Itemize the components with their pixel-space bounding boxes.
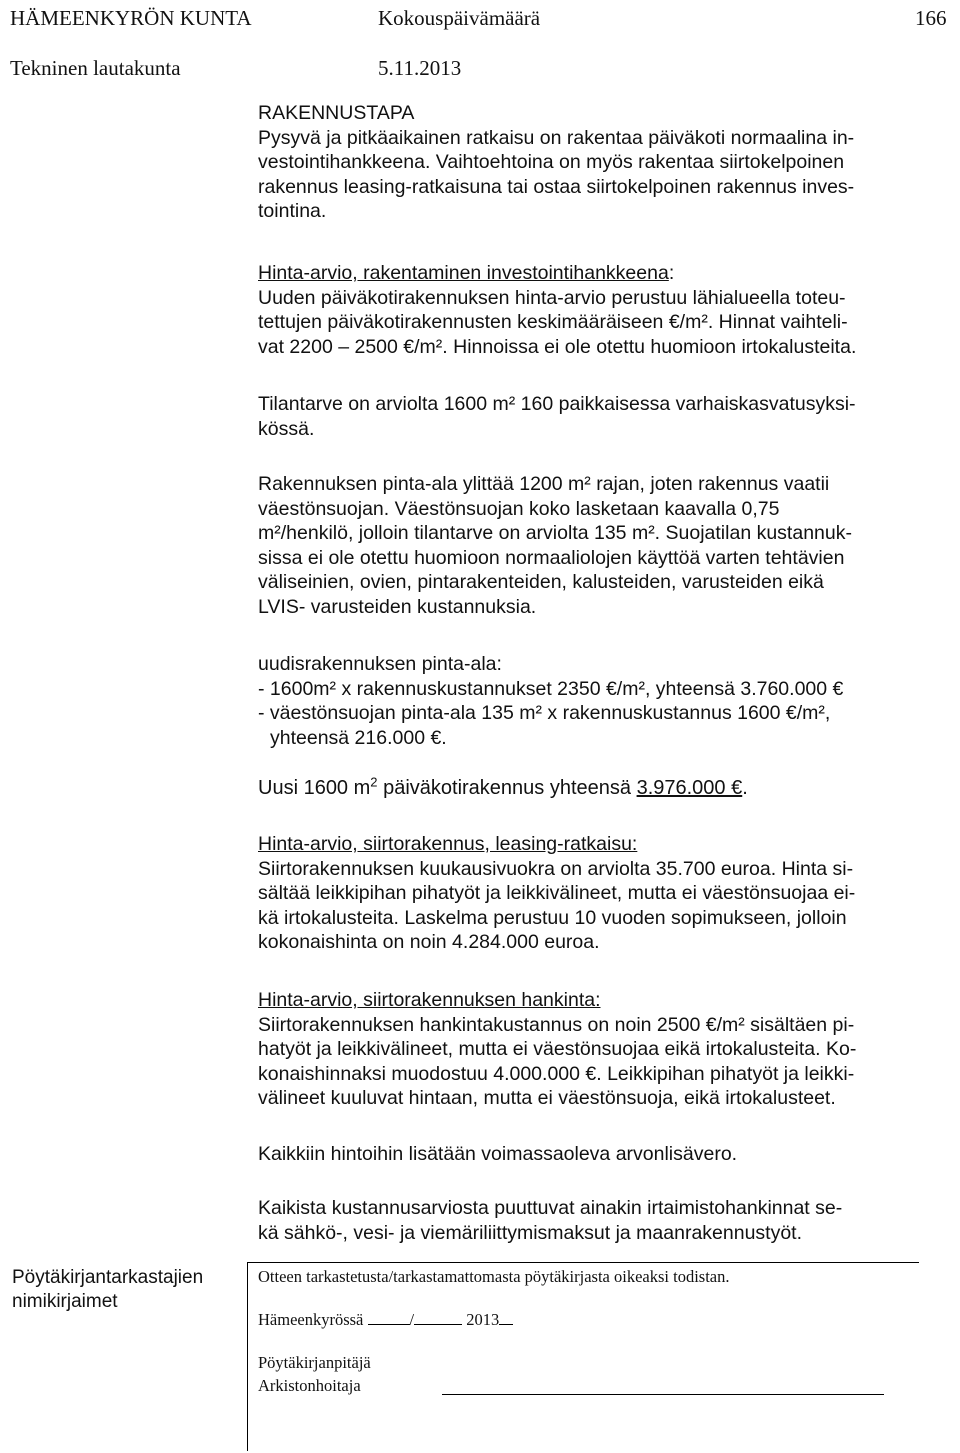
- year-blank: [499, 1323, 513, 1325]
- paragraph-line: välineet kuuluvat hintaan, mutta ei väestönsuoja, eikä irtokalusteet.: [258, 1087, 836, 1109]
- cost-line: - 1600m² x rakennuskustannukset 2350 €/m², yhteensä 3.760.000 €: [258, 677, 844, 700]
- section-new-building-area: [258, 652, 948, 750]
- month-blank: [414, 1323, 462, 1325]
- section-heading: Hinta-arvio, siirtorakennuksen hankinta:: [258, 989, 601, 1011]
- paragraph-line: kössä.: [258, 417, 315, 440]
- section-space-need: [258, 392, 948, 441]
- paragraph-line: kokonaishinta on noin 4.284.000 euroa.: [258, 931, 600, 953]
- paragraph-line: Tilantarve on arviolta 1600 m² 160 paikkaisessa varhaiskasvatusyksi-: [258, 393, 856, 415]
- paragraph-line: vestointihankkeena. Vaihtoehtoina on myös rakentaa siirtokelpoinen: [258, 151, 845, 173]
- cost-line: - väestönsuojan pinta-ala 135 m² x rakennuskustannus 1600 €/m²,: [258, 702, 831, 724]
- paragraph-line: vat 2200 – 2500 €/m². Hinnoissa ei ole otettu huomioon irtokalusteita.: [258, 335, 857, 358]
- section-heading: [258, 261, 948, 286]
- municipality-name: HÄMEENKYRÖN KUNTA: [10, 6, 252, 30]
- section-heading: RAKENNUSTAPA: [258, 102, 415, 124]
- section-leasing: [258, 832, 948, 955]
- board-name: Tekninen lautakunta: [10, 56, 181, 80]
- paragraph-line: väestönsuojan. Väestönsuojan koko lasketaan kaavalla 0,75: [258, 497, 780, 520]
- section-heading: uudisrakennuksen pinta-ala:: [258, 653, 502, 675]
- total-prefix: Uusi 1600 m: [258, 777, 371, 799]
- paragraph-line: Kaikkiin hintoihin lisätään voimassaoleva arvonlisävero.: [258, 1143, 738, 1165]
- heading-text: Hinta-arvio, rakentaminen investointihankkeena: [258, 262, 669, 284]
- section-rakennustapa: [258, 101, 948, 224]
- paragraph-line: tointina.: [258, 200, 327, 222]
- section-price-investment: [258, 261, 948, 359]
- paragraph-line: LVIS- varusteiden kustannuksia.: [258, 595, 537, 618]
- signer-title: Pöytäkirjanpitäjä: [258, 1353, 371, 1372]
- footer-label-line: nimikirjaimet: [12, 1291, 118, 1312]
- paragraph-line: Uuden päiväkotirakennuksen hinta-arvio perustuu lähialueella toteu-: [258, 286, 846, 309]
- section-total: [258, 776, 948, 801]
- total-suffix: .: [742, 777, 748, 799]
- heading-colon: :: [668, 262, 675, 284]
- place-name: Hämeenkyrössä: [258, 1310, 364, 1329]
- signature-line: [442, 1394, 884, 1395]
- paragraph-line: kä sähkö-, vesi- ja viemäriliittymismaksut ja maanrakennustyöt.: [258, 1221, 803, 1244]
- footer-certification-box: [247, 1262, 919, 1451]
- footer-initials-label: [12, 1266, 242, 1314]
- section-purchase: [258, 988, 948, 1111]
- paragraph-line: sissa ei ole otettu huomioon normaaliolojen käyttöä varten tehtävien: [258, 546, 845, 569]
- paragraph-line: sältää leikkipihan pihatyöt ja leikkivälineet, mutta ei väestönsuojaa ei-: [258, 882, 856, 904]
- total-amount: 3.976.000 €: [636, 777, 743, 799]
- place-date-line: [258, 1310, 513, 1330]
- paragraph-line: Siirtorakennuksen hankintakustannus on noin 2500 €/m² sisältäen pi-: [258, 1013, 855, 1036]
- paragraph-line: väliseinien, ovien, pintarakenteiden, kalusteiden, varusteiden eikä: [258, 571, 824, 593]
- page-number: 166: [915, 6, 947, 30]
- date-slash: /: [409, 1310, 415, 1329]
- total-middle: päiväkotirakennus yhteensä: [377, 777, 637, 799]
- section-building-area: [258, 472, 948, 619]
- paragraph-line: hatyöt ja leikkivälineet, mutta ei väestönsuojaa eikä irtokalusteita. Ko-: [258, 1038, 857, 1060]
- section-vat: [258, 1142, 948, 1167]
- superscript: 2: [370, 774, 378, 790]
- signer-title: Arkistonhoitaja: [258, 1376, 361, 1395]
- paragraph-line: Siirtorakennuksen kuukausivuokra on arviolta 35.700 euroa. Hinta si-: [258, 857, 854, 880]
- year: 2013: [466, 1310, 500, 1329]
- paragraph-line: Rakennuksen pinta-ala ylittää 1200 m² rajan, joten rakennus vaatii: [258, 473, 830, 495]
- meeting-date: 5.11.2013: [378, 56, 462, 80]
- cost-line: yhteensä 216.000 €.: [270, 726, 447, 749]
- footer-label-line: Pöytäkirjantarkastajien: [12, 1267, 204, 1288]
- paragraph-line: konaishinnaksi muodostuu 4.000.000 €. Leikkipihan pihatyöt ja leikki-: [258, 1062, 855, 1085]
- paragraph-line: Pysyvä ja pitkäaikainen ratkaisu on rakentaa päiväkoti normaalina in-: [258, 126, 855, 149]
- paragraph-line: Kaikista kustannusarviosta puuttuvat ainakin irtaimistohankinnat se-: [258, 1197, 843, 1219]
- paragraph-line: m²/henkilö, jolloin tilantarve on arviolta 135 m². Suojatilan kustannuk-: [258, 522, 852, 544]
- paragraph-line: tettujen päiväkotirakennusten keskimääräiseen €/m². Hinnat vaihteli-: [258, 311, 848, 333]
- day-blank: [368, 1323, 410, 1325]
- total-line: [258, 776, 948, 801]
- paragraph-line: kä irtokalusteita. Laskelma perustuu 10 vuoden sopimukseen, jolloin: [258, 906, 847, 929]
- meeting-date-label: Kokouspäivämäärä: [378, 6, 541, 30]
- paragraph-line: rakennus leasing-ratkaisuna tai ostaa siirtokelpoinen rakennus inves-: [258, 175, 855, 198]
- section-missing-costs: [258, 1196, 948, 1245]
- certification-note: Otteen tarkastetusta/tarkastamattomasta pöytäkirjasta oikeaksi todistan.: [258, 1267, 730, 1286]
- section-heading: Hinta-arvio, siirtorakennus, leasing-ratkaisu:: [258, 833, 638, 855]
